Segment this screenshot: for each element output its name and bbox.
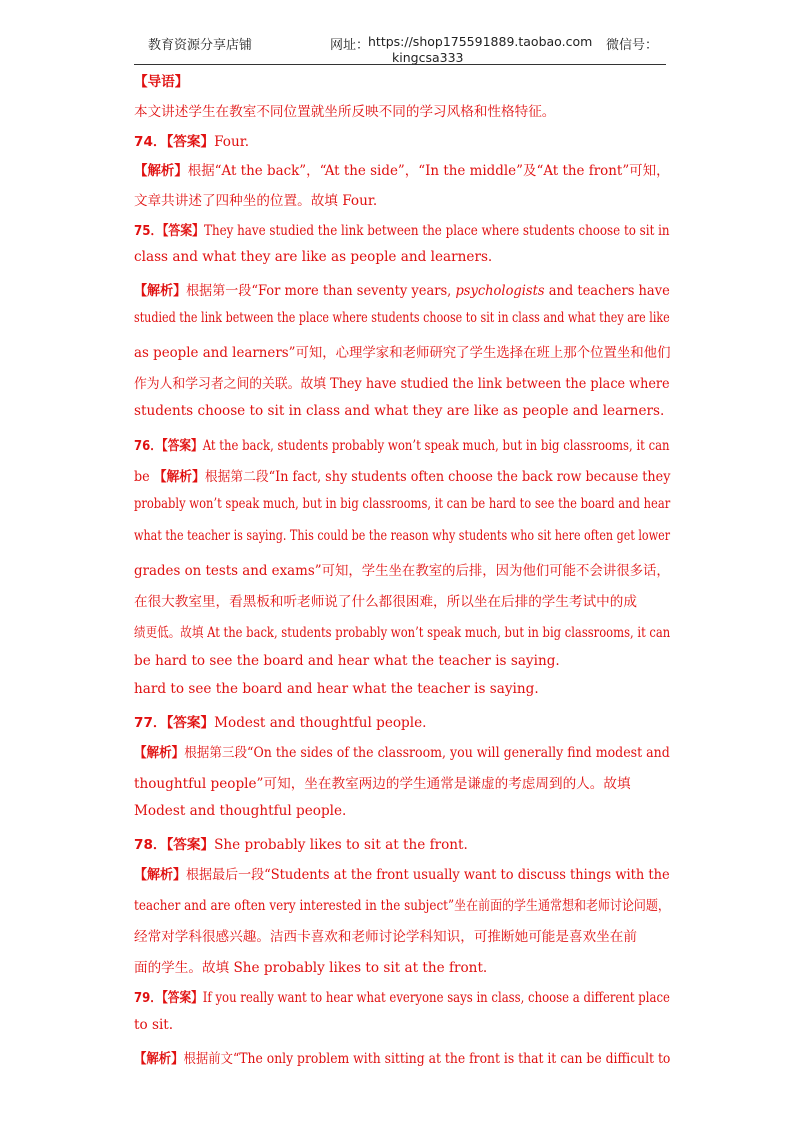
url-label: 网址： — [330, 38, 370, 53]
text-line: students choose to sit in class and what they are like as people and learners. — [134, 403, 665, 419]
analysis-text: 根据前文“The only problem with sitting at the front is that it can be difficult to — [183, 1051, 671, 1067]
text-line: class and what they are like as people and learners. — [134, 249, 493, 265]
analysis-78 — [134, 863, 670, 883]
answer-79 — [134, 986, 670, 1006]
answer-text: She probably likes to sit at the front. — [214, 837, 468, 853]
answer-76 — [134, 434, 670, 454]
analysis-text: 根据“At the back”，“At the side”，“In the middle”及“At the front”可知， — [187, 163, 670, 179]
text-line: 经常对学科很感兴趣。洁西卡喜欢和老师讨论学科知识，可推断她可能是喜欢坐在前 — [134, 929, 637, 945]
text-line: 绩更低。故填 At the back, students probably won’t speak much, but in big classrooms, it can — [134, 625, 671, 641]
analysis-label: 【解析】 — [134, 745, 185, 761]
answer-label: 78．【答案】 — [134, 837, 215, 853]
analysis-label: 【解析】 — [134, 283, 187, 299]
wechat-id: kingcsa333 — [392, 50, 464, 65]
analysis-79 — [134, 1047, 670, 1067]
text-line: grades on tests and exams”可知，学生坐在教室的后排，因为他们可能不会讲很多话， — [134, 563, 670, 579]
answer-text: If you really want to hear what everyone says in class, choose a different place — [202, 990, 670, 1006]
text-line: probably won’t speak much, but in big classrooms, it can be hard to see the board and hear — [134, 496, 671, 512]
answer-label: 79．【答案】 — [134, 990, 203, 1006]
intro-heading: 【导语】 — [134, 74, 189, 90]
analysis-76 — [134, 465, 670, 485]
text-line: studied the link between the place where students choose to sit in class and what they are like — [134, 310, 670, 326]
answer-label: 77．【答案】 — [134, 715, 215, 731]
text-line: thoughtful people”可知，坐在教室两边的学生通常是谦虚的考虑周到的人。故填 — [134, 776, 631, 792]
analysis-label: 【解析】 — [153, 469, 205, 485]
analysis-text: and teachers have — [544, 283, 670, 299]
text-line: hard to see the board and hear what the teacher is saying. — [134, 681, 539, 697]
text-line: 在很大教室里，看黑板和听老师说了什么都很困难，所以坐在后排的学生考试中的成 — [134, 594, 637, 610]
text-line: 作为人和学习者之间的关联。故填 They have studied the link between the place where — [134, 376, 670, 392]
text-line: as people and learners”可知，心理学家和老师研究了学生选择在班上那个位置坐和他们 — [134, 345, 671, 361]
answer-74 — [134, 130, 249, 150]
analysis-text: 根据第一段“For more than seventy years, — [186, 283, 456, 299]
shop-url[interactable]: https://shop175591889.taobao.com — [368, 34, 593, 49]
text-line: 面的学生。故填 She probably likes to sit at the front. — [134, 960, 488, 976]
analysis-label: 【解析】 — [134, 1051, 184, 1067]
analysis-75 — [134, 279, 670, 299]
analysis-label: 【解析】 — [134, 867, 187, 883]
answer-label: 74．【答案】 — [134, 134, 215, 150]
text-line: 文章共讲述了四种坐的位置。故填 Four. — [134, 193, 378, 209]
answer-text: At the back, students probably won’t speak much, but in big classrooms, it can — [202, 438, 670, 454]
analysis-label: 【解析】 — [134, 163, 188, 179]
analysis-74 — [134, 159, 670, 179]
text-line: teacher and are often very interested in the subject”坐在前面的学生通常想和老师讨论问题， — [134, 898, 670, 914]
shop-name: 教育资源分享店铺 — [148, 38, 253, 53]
answer-78 — [134, 833, 468, 853]
text-line: Modest and thoughtful people. — [134, 803, 347, 819]
answer-text: They have studied the link between the place where students choose to sit in — [204, 223, 670, 239]
page-header — [0, 0, 800, 70]
analysis-77 — [134, 741, 670, 761]
answer-label: 75．【答案】 — [134, 223, 205, 239]
analysis-text: 根据第三段“On the sides of the classroom, you will generally find modest and — [184, 745, 670, 761]
italic-term: psychologists — [455, 283, 545, 299]
analysis-text: 根据最后一段“Students at the front usually want to discuss things with the — [186, 867, 670, 883]
answer-77 — [134, 711, 426, 731]
answer-text: Four. — [214, 134, 250, 150]
text-line: what the teacher is saying. This could be the reason why students who sit here often get lower — [134, 528, 671, 544]
answer-label: 76．【答案】 — [134, 438, 203, 454]
text-line: to sit. — [134, 1017, 174, 1033]
header-divider — [134, 64, 666, 65]
wechat-label: 微信号： — [606, 38, 659, 53]
answer-75 — [134, 219, 670, 239]
analysis-text: 根据第二段“In fact, shy students often choose the back row because they — [204, 469, 671, 485]
text-line: be hard to see the board and hear what the teacher is saying. — [134, 653, 560, 669]
text-line: 本文讲述学生在教室不同位置就坐所反映不同的学习风格和性格特征。 — [134, 104, 556, 120]
answer-text: be — [134, 469, 154, 485]
answer-text: Modest and thoughtful people. — [214, 715, 427, 731]
